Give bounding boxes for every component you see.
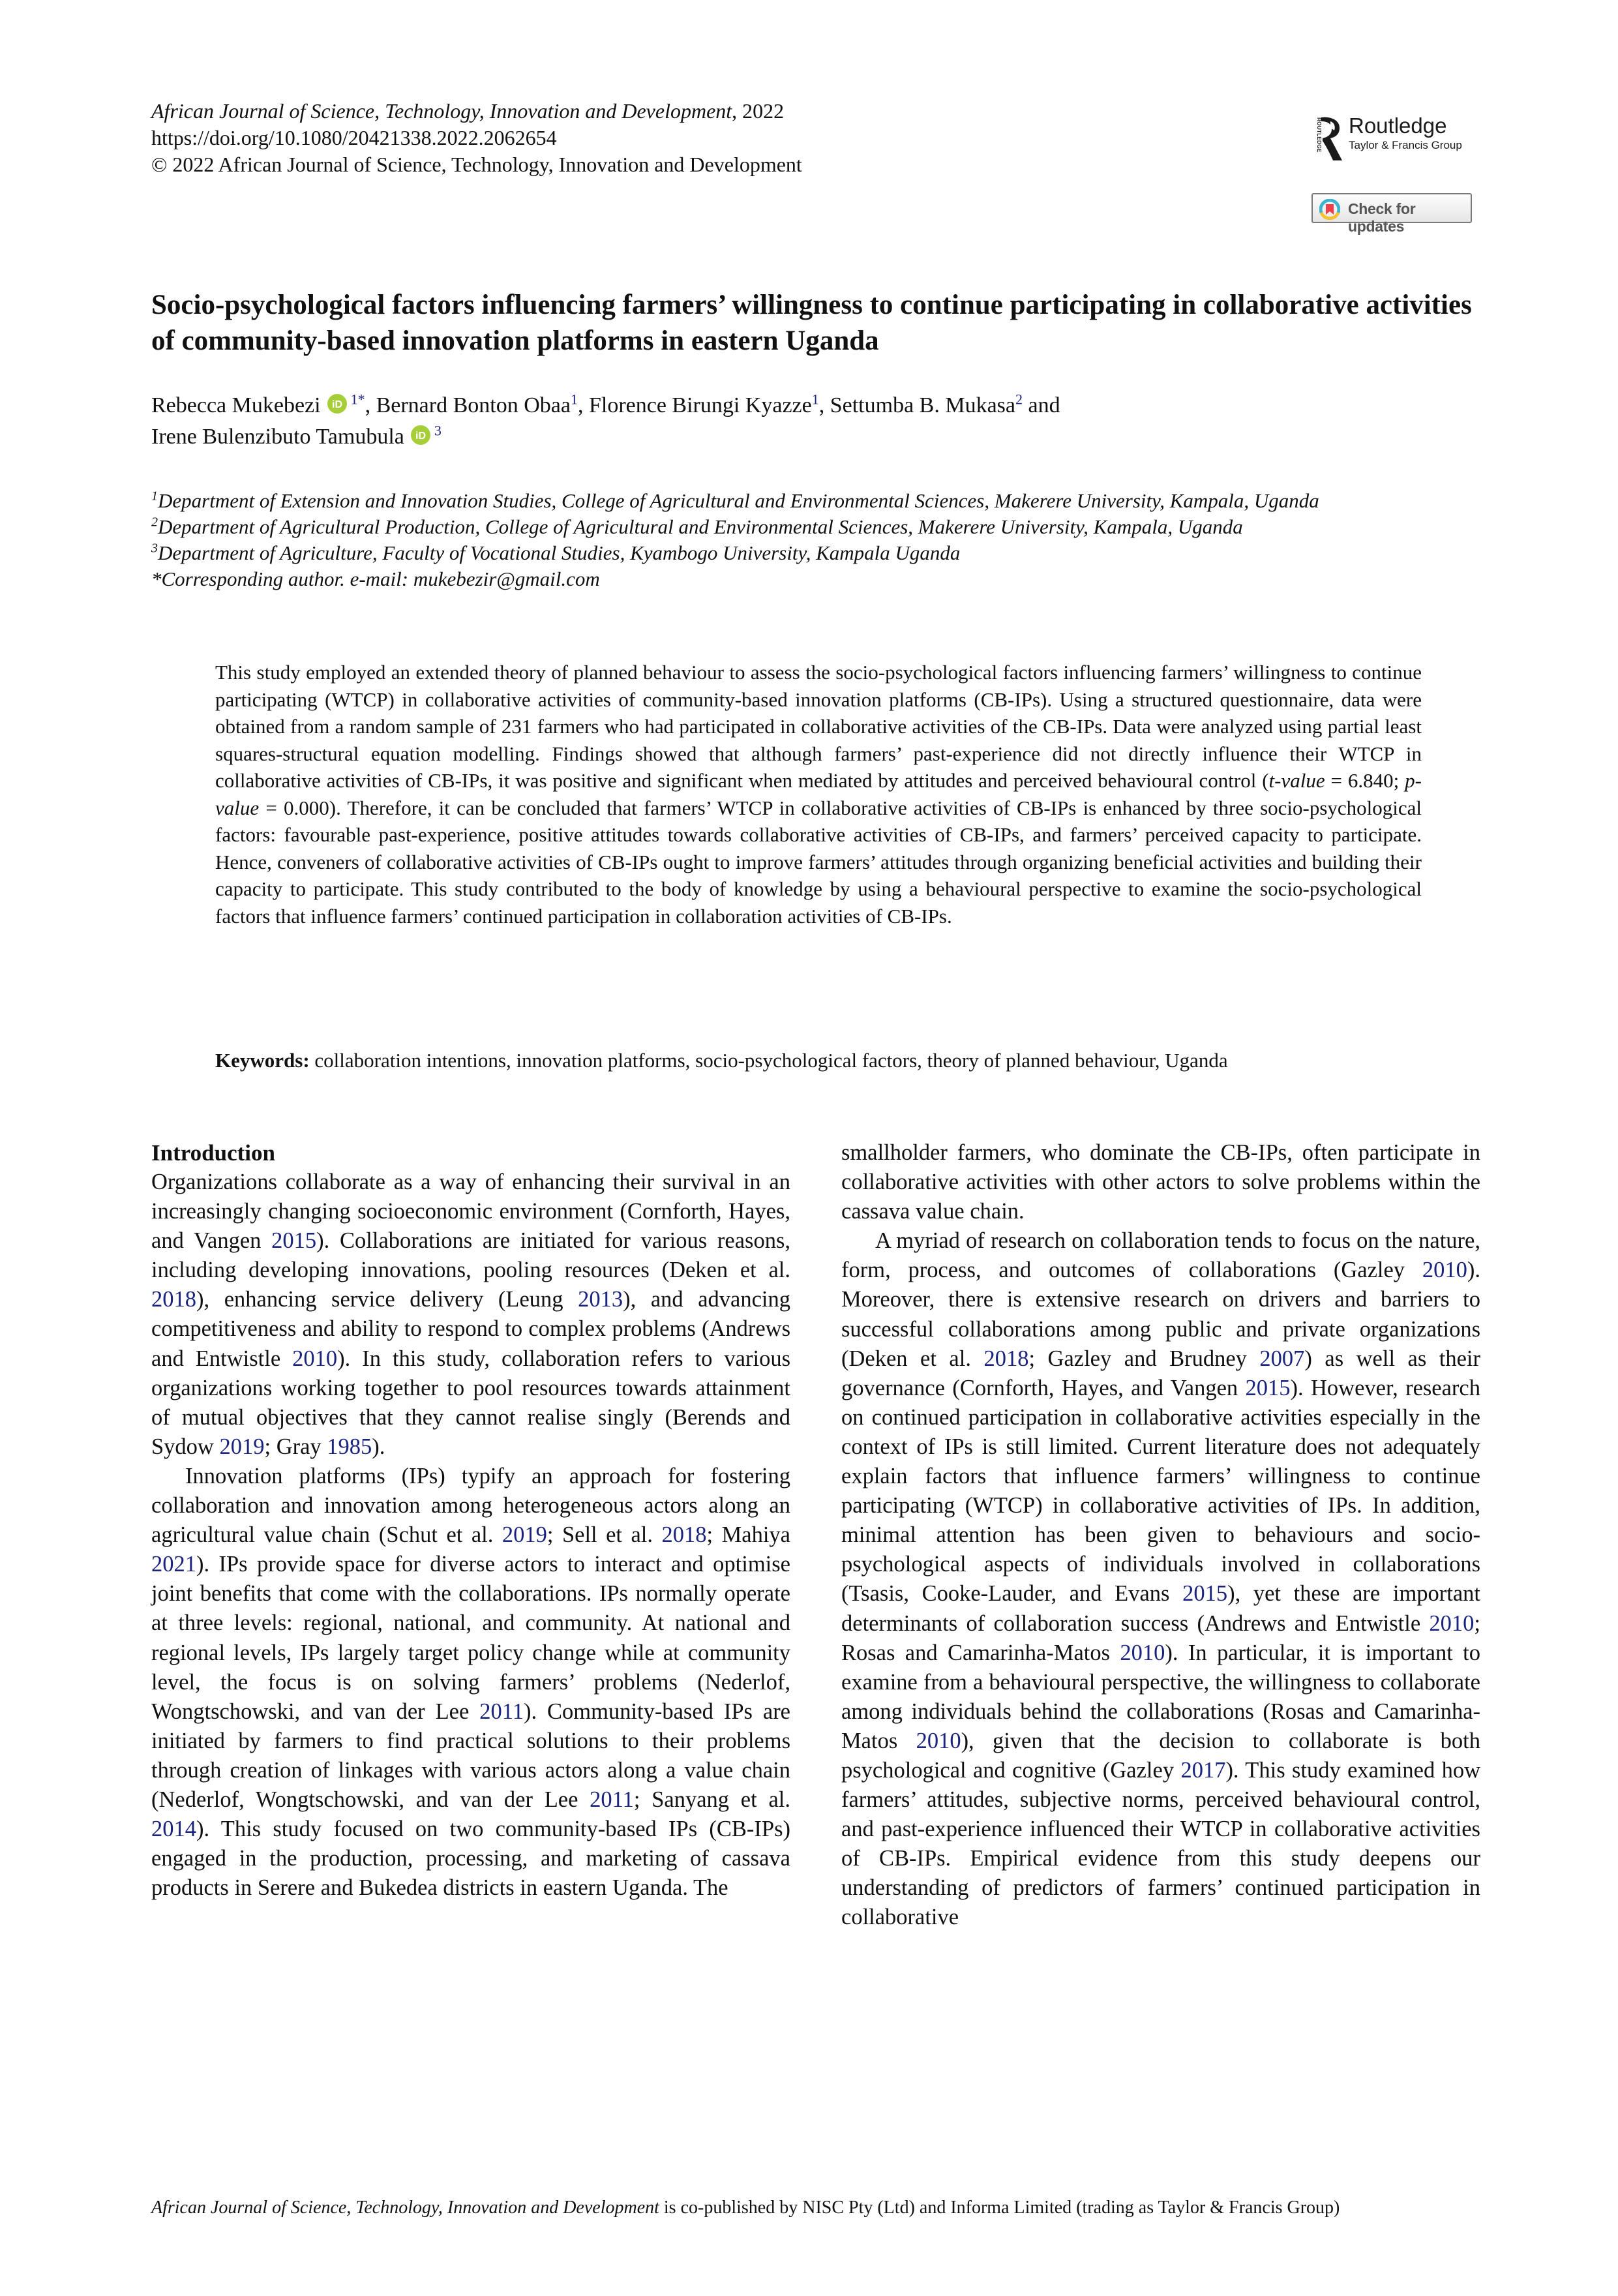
citation-link[interactable]: 2010 [916,1728,961,1753]
author-name: Rebecca Mukebezi [151,393,321,417]
crossmark-icon [1319,199,1340,220]
journal-header [151,98,802,178]
affiliation-marker: 2 [151,515,158,530]
citation-link[interactable]: 2015 [1182,1581,1228,1607]
corresponding-author[interactable]: *Corresponding author. e-mail: mukebezir@gmail.com [151,567,600,590]
body-column-right [841,1138,1480,1933]
citation-link[interactable]: 2010 [1120,1640,1165,1665]
routledge-r-icon [1311,115,1347,162]
routledge-logo[interactable] [1311,111,1467,163]
footer-journal-name: African Journal of Science, Technology, Innovation and Development [151,2198,659,2218]
svg-text:iD: iD [415,430,426,442]
routledge-vertical-text: ROUTLEDGE [1316,117,1323,153]
svg-text:iD: iD [331,399,342,410]
orcid-icon[interactable] [327,394,347,414]
citation-link[interactable]: 2019 [219,1434,265,1459]
citation-link[interactable]: 2017 [1180,1757,1226,1783]
citation-link[interactable]: 2015 [1245,1375,1291,1400]
abstract-text: This study employed an extended theory of planned behaviour to assess the socio-psychological factors influencing farmers’ willingness to continue participating (WTCP) in collaborative activities of community-based innovation platforms (CB-IPs). Using a structured questionnaire, data were obtained from a random sample of 231 farmers who had participated in collaborative activities of the CB-IPs. Data were analyzed using partial least squares-structural equation modelling. Findings showed that although farmers’ past-experience did not directly influence their WTCP in collaborative activities of CB-IPs, it was positive and significant when mediated by attitudes and perceived behavioural control ( [215,661,1422,792]
affiliations [151,488,1488,592]
p-value-label: p-value [215,769,1422,819]
routledge-name: Routledge [1349,113,1447,138]
author-affiliation-marker[interactable]: 1* [350,391,365,408]
affiliation-3 [151,540,1488,566]
journal-citation-line [151,98,802,125]
abstract-text-continued: ). Therefore, it can be concluded that farmers’ WTCP in collaborative activities of CB-IPs is enhanced by three socio-psychological factors: favourable past-experience, positive attitudes towards collaborative activities of CB-IPs, and farmers’ perceived capacity to participate. Hence, conveners of collaborative activities of CB-IPs ought to improve farmers’ attitudes through organizing beneficial activities and building their capacity to participate. This study contributed to the body of knowledge by using a behavioural perspective to examine the socio-psychological factors that influence farmers’ continued participation in collaboration activities of CB-IPs. [215,796,1422,928]
citation-link[interactable]: 2010 [292,1346,338,1371]
citation-link[interactable]: 2011 [479,1699,524,1724]
body-paragraph: smallholder farmers, who dominate the CB-IPs, often participate in collaborative activities with other actors to solve problems within the cassava value chain. [841,1140,1480,1224]
abstract [215,659,1422,929]
keywords [215,1047,1422,1074]
body-paragraph: A myriad of research on collaboration tends to focus on the nature, form, process, and outcomes of collaborations (Gazley 2010). Moreover, there is extensive research on drivers and barriers to successful collaborations among public and private organizations (Deken et al. 2018; Gazley and Brudney 2007) as well as their governance (Cornforth, Hayes, and Vangen 2015). However, research on continued participation in collaborative activities especially in the context of IPs is still limited. Current literature does not adequately explain factors that influence farmers’ willingness to continue participating (WTCP) in collaborative activities of IPs. In addition, minimal attention has been given to behaviours and socio-psychological aspects of individuals involved in collaborations (Tsasis, Cooke-Lauder, and Evans 2015), yet these are important determinants of collaboration success (Andrews and Entwistle 2010; Rosas and Camarinha-Matos 2010). In particular, it is important to examine from a behavioural perspective, the willingness to collaborate among individuals behind the collaborations (Rosas and Camarinha-Matos 2010), given that the decision to collaborate is both psychological and cognitive (Gazley 2017). This study examined how farmers’ attitudes, subjective norms, perceived behavioural control, and past-experience influenced their WTCP in collaborative activities of CB-IPs. Empirical evidence from this study deepens our understanding of predictors of farmers’ continued participation in collaborative [841,1228,1481,1930]
p-value: = 0.000 [259,796,329,819]
left-paragraphs [151,1168,790,1903]
page-footer [151,2197,1488,2219]
paper-title: Socio-psychological factors influencing farmers’ willingness to continue participating in collaborative activities of community-based innovation platforms in eastern Uganda [151,290,1472,356]
author-name: Settumba B. Mukasa [830,393,1015,417]
copyright-line: © 2022 African Journal of Science, Technology, Innovation and Development [151,153,802,176]
affiliation-marker: 3 [151,541,158,556]
author-name: Irene Bulenzibuto Tamubula [151,425,404,449]
citation-link[interactable]: 2011 [590,1787,634,1812]
author-affiliation-marker[interactable]: 1 [570,391,578,408]
citation-link[interactable]: 2018 [661,1522,707,1548]
author-affiliation-marker[interactable]: 2 [1015,391,1023,408]
affiliation-2 [151,514,1488,540]
journal-year: , 2022 [732,99,785,123]
affiliation-marker: 1 [151,489,158,504]
affiliation-1 [151,488,1488,514]
check-for-updates-label: Check for updates [1348,200,1416,235]
author-name: Florence Birungi Kyazze [588,393,812,417]
author-affiliation-marker[interactable]: 3 [434,422,442,439]
citation-link[interactable]: 2014 [151,1817,196,1842]
citation-link[interactable]: 2018 [151,1287,196,1312]
section-heading-introduction: Introduction [151,1140,275,1166]
citation-link[interactable]: 1985 [327,1434,372,1459]
footer-publisher-text: is co-published by NISC Pty (Ltd) and Informa Limited (trading as Taylor & Francis Group) [659,2198,1340,2218]
doi-link[interactable]: https://doi.org/10.1080/20421338.2022.2062654 [151,126,557,149]
body-column-left [151,1138,790,1903]
citation-link[interactable]: 2010 [1429,1610,1475,1636]
affiliation-text: Department of Agriculture, Faculty of Vocational Studies, Kyambogo University, Kampala Uganda [158,541,961,564]
check-for-updates-button[interactable] [1311,193,1472,235]
body-paragraph: Innovation platforms (IPs) typify an approach for fostering collaboration and innovation among heterogeneous actors along an agricultural value chain (Schut et al. 2019; Sell et al. 2018; Mahiya 2021). IPs provide space for diverse actors to interact and optimise joint benefits that come with the collaborations. IPs normally operate at three levels: regional, national, and community. At national and regional levels, IPs largely target policy change while at community level, the focus is on solving farmers’ problems (Nederlof, Wongtschowski, and van der Lee 2011). Community-based IPs are initiated by farmers to find practical solutions to their problems through creation of linkages with various actors along a value chain (Nederlof, Wongtschowski, and van der Lee 2011; Sanyang et al. 2014). This study focused on two community-based IPs (CB-IPs) engaged in the production, processing, and marketing of cassava products in Serere and Bukedea districts in eastern Uganda. The [151,1463,790,1901]
citation-link[interactable]: 2013 [578,1287,623,1312]
author-name: Bernard Bonton Obaa [376,393,571,417]
right-paragraphs [841,1138,1480,1933]
journal-name: African Journal of Science, Technology, Innovation and Development [151,99,732,123]
citation-link[interactable]: 2019 [502,1522,547,1548]
body-paragraph: Organizations collaborate as a way of enhancing their survival in an increasingly changing socioeconomic environment (Cornforth, Hayes, and Vangen 2015). Collaborations are initiated for various reasons, including developing innovations, pooling resources (Deken et al. 2018), enhancing service delivery (Leung 2013), and advancing competitiveness and ability to respond to complex problems (Andrews and Entwistle 2010). In this study, collaboration refers to various organizations working together to pool resources towards attainment of mutual objectives that they cannot realise singly (Berends and Sydow 2019; Gray 1985). [151,1170,790,1459]
citation-link[interactable]: 2018 [983,1346,1029,1371]
routledge-subtitle: Taylor & Francis Group [1349,139,1462,151]
affiliation-text: Department of Agricultural Production, College of Agricultural and Environmental Sciences, Makerere University, Kampala, Uganda [158,515,1243,538]
citation-link[interactable]: 2010 [1422,1258,1467,1283]
t-value: = 6.840; [1325,769,1405,792]
citation-link[interactable]: 2015 [271,1228,317,1254]
citation-link[interactable]: 2021 [151,1552,196,1577]
t-value-label: t-value [1268,769,1325,792]
citation-link[interactable]: 2007 [1259,1346,1305,1371]
orcid-icon[interactable] [411,425,430,445]
author-list: Rebecca Mukebezi iD $^{1*}$, Bernard Bonton Obaa$^1$, Florence Birungi Kyazze$^1$, Settumba B. Mukasa$^2$ and Irene Bulenzibuto Tamubula iD $^3$ [151,391,1060,449]
keywords-label: Keywords: [215,1049,310,1072]
author-affiliation-marker[interactable]: 1 [811,391,819,408]
keywords-list: collaboration intentions, innovation platforms, socio-psychological factors, theory of planned behaviour, Uganda [309,1049,1228,1072]
affiliation-text: Department of Extension and Innovation Studies, College of Agricultural and Environmental Sciences, Makerere University, Kampala, Uganda [158,489,1319,512]
